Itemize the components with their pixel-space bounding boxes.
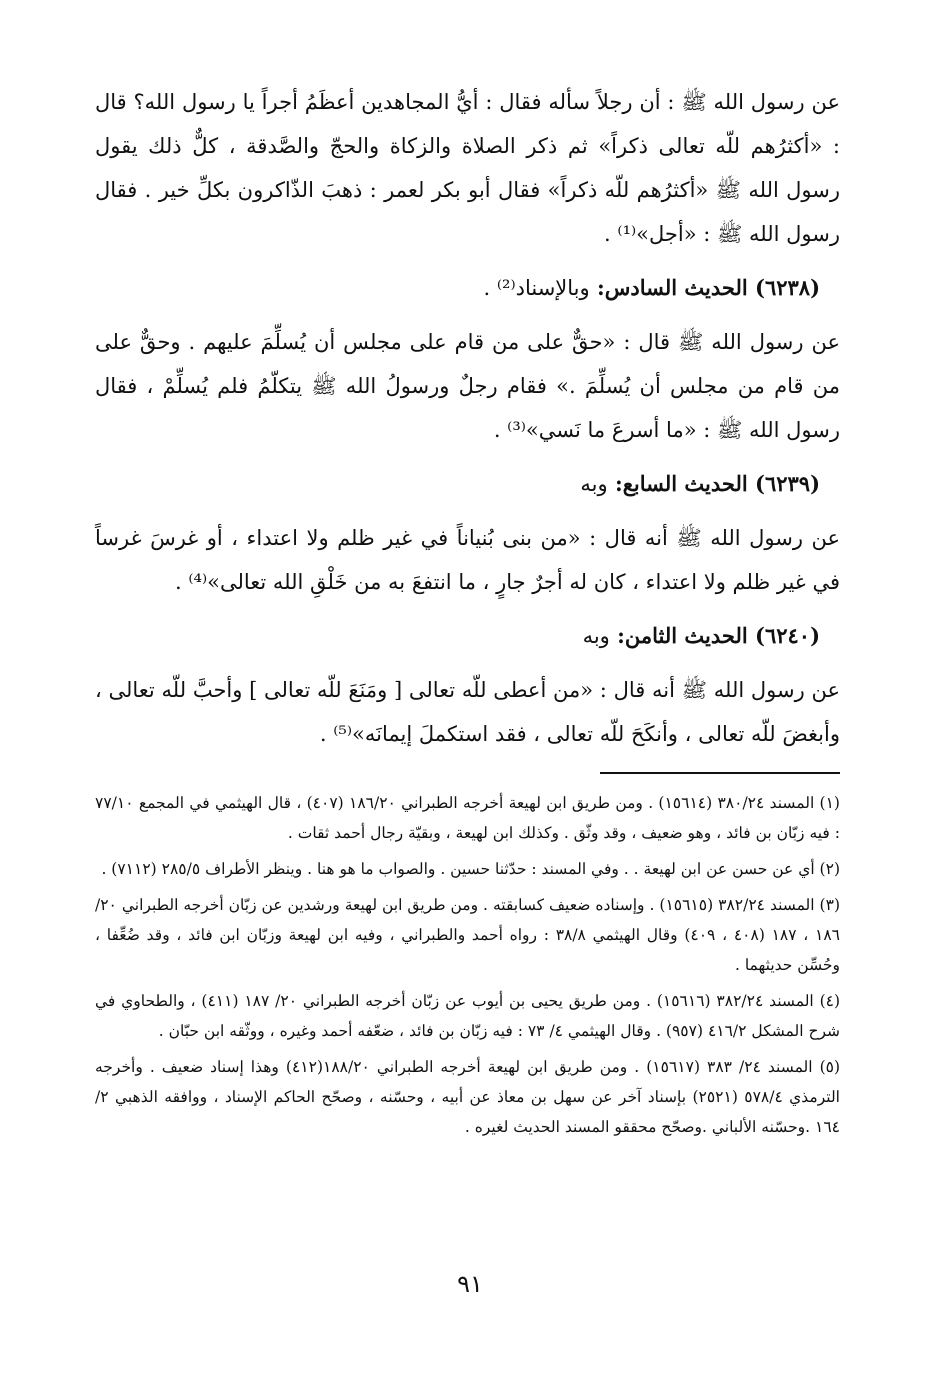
hadith-heading-6238	[95, 266, 840, 310]
hadith-text-4: عن رسول الله ﷺ أنه قال : «من أعطى للّه تعالى [ ومَنَعَ للّه تعالى ] وأحبَّ للّه تعالى ، وأبغضَ للّه تعالى ، وأنكَحَ للّه تعالى ، فقد استكملَ إيمانَه»⁽⁵⁾ .	[95, 678, 840, 746]
hadith-heading-title: (٦٢٣٩) الحديث السابع:	[614, 471, 820, 496]
footnote-1: (١) المسند ٣٨٠/٢٤ (١٥٦١٤) . ومن طريق ابن لهيعة أخرجه الطبراني ١٨٦/٢٠ (٤٠٧) ، قال الهيثمي في المجمع ٧٧/١٠ : فيه زبّان بن فائد ، وهو ضعيف ، وقد وثّق . وكذلك ابن لهيعة ، وبقيّة رجال أحمد ثقات .	[95, 794, 840, 842]
page-content	[95, 80, 840, 1148]
page-number: ٩١	[457, 1270, 483, 1298]
footnote-2: (٢) أي عن حسن عن ابن لهيعة . . وفي المسند : حدّثنا حسين . والصواب ما هو هنا . وينظر الأطراف ٢٨٥/٥ (٧١١٢) .	[101, 860, 840, 878]
footnote-divider	[600, 772, 840, 774]
hadith-heading-6239	[95, 462, 840, 506]
footnote-3: (٣) المسند ٣٨٢/٢٤ (١٥٦١٥) . وإسناده ضعيف كسابقته . ومن طريق ابن لهيعة ورشدين عن زبّان أخرجه الطبراني ٢٠/ ١٨٦ ، ١٨٧ (٤٠٨ ، ٤٠٩) وقال الهيثمي ٣٨/٨ : رواه أحمد والطبراني ، وفيه ابن لهيعة وزبّان ابن فائد ، وقد ضُعِّفا ، وحُسِّن حديثهما .	[95, 896, 841, 974]
hadith-text-2: عن رسول الله ﷺ قال : «حقٌّ على من قام على مجلس أن يُسلِّمَ عليهم . وحقٌّ على من قام من مجلس أن يُسلِّمَ .» فقام رجلٌ ورسولُ الله ﷺ يتكلّمُ فلم يُسلِّمْ ، فقال رسول الله ﷺ : «ما أسرعَ ما نَسي»⁽³⁾ .	[95, 330, 840, 442]
hadith-heading-title: (٦٢٤٠) الحديث الثامن:	[617, 623, 820, 648]
hadith-heading-6240	[95, 614, 840, 658]
hadith-text-1: عن رسول الله ﷺ : أن رجلاً سأله فقال : أيُّ المجاهدين أعظَمُ أجراً يا رسول الله؟ قال : «أكثرُهم للّه تعالى ذكراً» ثم ذكر الصلاة والزكاة والحجّ والصَّدقة ، كلٌّ ذلك يقول رسول الله ﷺ «أكثرُهم للّه ذكراً» فقال أبو بكر لعمر : ذهبَ الذّاكرون بكلِّ خير . فقال رسول الله ﷺ : «أجل»⁽¹⁾ .	[95, 90, 840, 246]
footnotes	[95, 788, 840, 1142]
hadith-heading-title: (٦٢٣٨) الحديث السادس:	[596, 275, 820, 300]
footnote-4: (٤) المسند ٣٨٢/٢٤ (١٥٦١٦) . ومن طريق يحيى بن أيوب عن زبّان أخرجه الطبراني ٢٠/ ١٨٧ (٤١١) ، والطحاوي في شرح المشكل ٤١٦/٢ (٩٥٧) . وقال الهيثمي ٤/ ٧٣ : فيه زبّان بن فائد ، ضعّفه أحمد وغيره ، ووثّقه ابن حبّان .	[95, 992, 841, 1040]
footnote-5: (٥) المسند ٢٤/ ٣٨٣ (١٥٦١٧) . ومن طريق ابن لهيعة أخرجه الطبراني ١٨٨/٢٠(٤١٢) وهذا إسناد ضعيف . وأخرجه الترمذي ٥٧٨/٤ (٢٥٢١) بإسناد آخر عن سهل بن معاذ عن أبيه ، وحسّنه ، وصحّح الحاكم الإسناد ، ووافقه الذهبي ٢/ ١٦٤ .وحسّنه الألباني .وصحّح محققو المسند الحديث لغيره .	[95, 1058, 841, 1136]
hadith-heading-chain: وبه	[580, 472, 608, 496]
hadith-text-3: عن رسول الله ﷺ أنه قال : «من بنى بُنياناً في غير ظلم ولا اعتداء ، أو غرسَ غرساً في غير ظلم ولا اعتداء ، كان له أجرٌ جارٍ ، ما انتفعَ به من خَلْقِ الله تعالى»⁽⁴⁾ .	[95, 526, 840, 594]
hadith-heading-chain: وبالإسناد⁽²⁾ .	[483, 276, 590, 300]
hadith-heading-chain: وبه	[582, 624, 610, 648]
